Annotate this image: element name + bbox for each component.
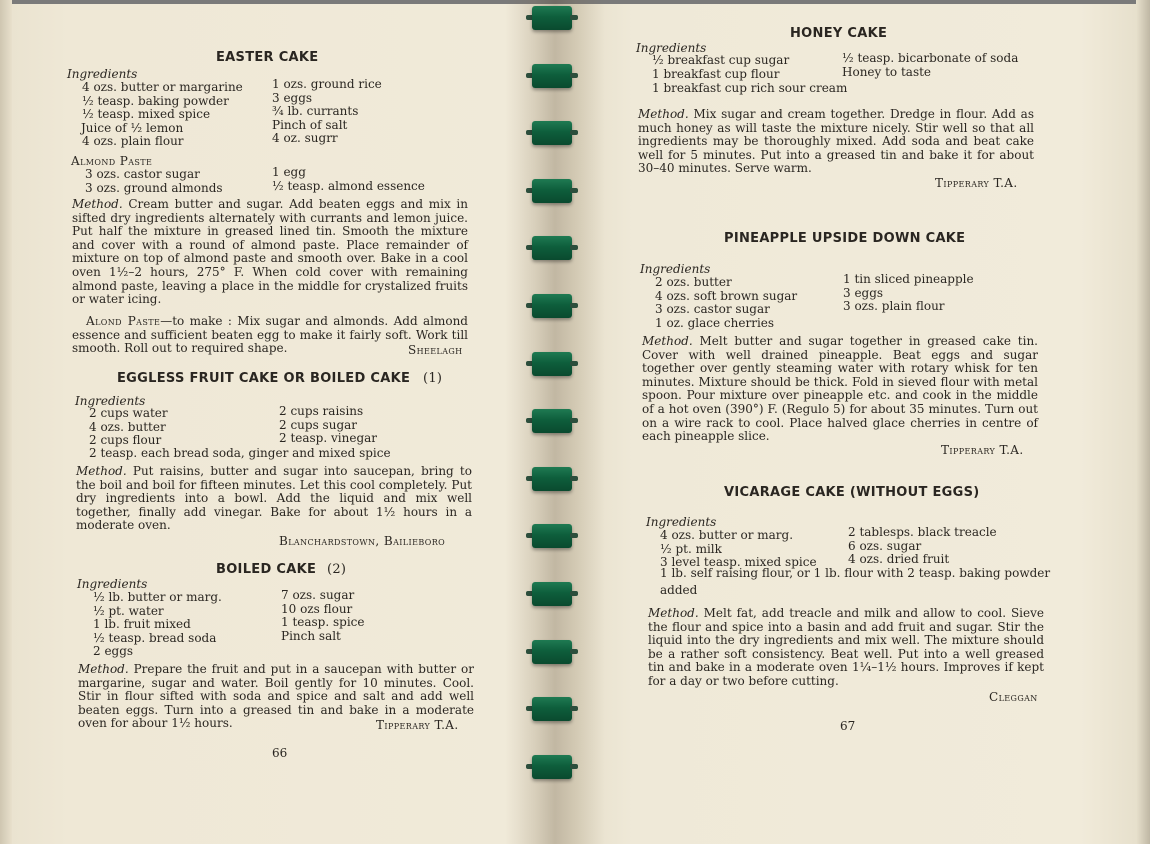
recipe-title-boiled-cake [216, 562, 346, 577]
almond-ingredients-col1 [85, 168, 223, 195]
almond-paste-heading: Almond Paste [71, 154, 153, 168]
method-label: Method. [648, 606, 699, 620]
coil-loop [532, 409, 572, 433]
ingredient: 3 eggs [843, 285, 884, 300]
right-page [590, 0, 1150, 830]
ingredient: 2 cups raisins [279, 404, 364, 418]
ingredient: 4 ozs. dried fruit [848, 552, 950, 567]
ingredient: 7 ozs. sugar [281, 588, 355, 602]
eggless-method [76, 465, 472, 533]
ingredient: ½ lb. butter or marg. [93, 590, 222, 604]
ingredient: 1 tin sliced pineapple [843, 272, 974, 286]
boiled-ingredients-col2 [281, 589, 365, 643]
ingredient: 3 ozs. castor sugar [655, 302, 770, 317]
eggless-ingredients-col2 [279, 405, 377, 446]
coil-loop [532, 697, 572, 721]
almond-ingredients-col2 [272, 166, 425, 193]
ingredient: 3 ozs. plain flour [843, 299, 945, 314]
credit-cleggan: Cleggan [989, 690, 1038, 704]
ingredients-heading: Ingredients [77, 577, 148, 591]
pineapple-ingredients-col2 [843, 273, 974, 314]
honey-ingredients-col1 [652, 54, 789, 81]
recipe-title-easter-cake: EASTER CAKE [216, 50, 319, 65]
coil-loop [532, 6, 572, 30]
ingredient: 1 breakfast cup flour [652, 66, 780, 81]
easter-ingredients-col2 [272, 78, 382, 146]
ingredient: 2 cups water [89, 406, 168, 420]
ingredient: Juice of ½ lemon [81, 120, 184, 135]
page-number-right: 67 [840, 719, 856, 733]
binding-coil [524, 755, 580, 779]
credit-tipperary: Tipperary T.A. [376, 718, 459, 732]
honey-method [638, 108, 1034, 176]
method-label: Method. [642, 334, 693, 348]
coil-loop [532, 121, 572, 145]
credit-tipperary: Tipperary T.A. [941, 443, 1024, 457]
alond-paste-label: Alond Paste [86, 314, 161, 328]
binding-coil [524, 6, 580, 30]
method-text: Prepare the fruit and put in a saucepan with butter or margarine, sugar and water. Boil gently for 10 minutes. Cool. Stir in flour sifted with soda and spice and salt and add well beaten eggs. Turn into a greased tin and bake in a moderate oven for abour 1½ hours. [78, 662, 474, 731]
recipe-title-vicarage-cake: VICARAGE CAKE (WITHOUT EGGS) [724, 485, 980, 500]
ingredient: 3 level teasp. mixed spice [660, 555, 817, 570]
ingredient: Honey to taste [842, 64, 932, 79]
honey-ingredients-col2 [842, 52, 1018, 79]
coil-hole [570, 245, 578, 250]
coil-loop [532, 582, 572, 606]
ingredient-full-line: 1 breakfast cup rich sour cream [652, 81, 848, 95]
pineapple-method [642, 335, 1038, 444]
credit-tipperary: Tipperary T.A. [935, 176, 1018, 190]
coil-loop [532, 640, 572, 664]
easter-method [72, 198, 468, 307]
ingredient: 3 ozs. castor sugar [85, 167, 200, 181]
method-label: Method. [638, 107, 689, 121]
recipe-title-honey-cake: HONEY CAKE [790, 26, 888, 41]
recipe-title-pineapple-upside-down-cake: PINEAPPLE UPSIDE DOWN CAKE [724, 231, 966, 246]
title-text: BOILED CAKE [216, 562, 317, 577]
easter-ingredients-col1 [82, 81, 243, 149]
ingredient: 4 ozs. butter or marg. [660, 528, 794, 542]
credit-sheelagh: Sheelagh [408, 343, 463, 357]
binding-coil [524, 524, 580, 548]
ingredient: 4 ozs. butter [89, 419, 166, 434]
ingredient: 2 cups flour [89, 433, 162, 448]
ingredient: Pinch of salt [272, 117, 348, 132]
method-label: Method. [76, 464, 127, 478]
ingredient-full-line: 2 teasp. each bread soda, ginger and mixed spice [89, 446, 391, 460]
coil-hole [570, 73, 578, 78]
binding-coil [524, 697, 580, 721]
ingredient: Pinch salt [281, 628, 341, 643]
ingredient: 1 ozs. ground rice [272, 77, 382, 91]
credit-blanchardstown: Blanchardstown, Bailieboro [279, 534, 446, 548]
ingredients-heading: Ingredients [640, 262, 711, 276]
binding-coil [524, 640, 580, 664]
ingredient: ½ pt. water [93, 603, 164, 618]
title-text: EGGLESS FRUIT CAKE OR BOILED CAKE [117, 371, 411, 386]
binding-coil [524, 179, 580, 203]
binding-coil [524, 236, 580, 260]
recipe-number: (2) [326, 562, 347, 577]
coil-hole [570, 476, 578, 481]
ingredient: 2 ozs. butter [655, 275, 732, 289]
method-text: Cream butter and sugar. Add beaten eggs and mix in sifted dry ingredients alternately with currants and lemon juice. Put half the mixture in greased lined tin. Smooth the mixture and cover with a round of almond paste. Place remainder of mixture on top of almond paste and smooth over. Bake in a cool oven 1½–2 hours, 275° F. When cold cover with remaining almond paste, leaving a place in the middle for crystalized fruits or water icing. [72, 197, 468, 307]
binding-coil [524, 467, 580, 491]
boiled-ingredients-col1 [93, 591, 222, 659]
coil-hole [570, 188, 578, 193]
ingredient: 1 lb. fruit mixed [93, 617, 191, 632]
ingredient-full-line-continued: added [660, 583, 698, 597]
left-page [0, 0, 520, 830]
recipe-title-eggless-fruit-cake [117, 371, 442, 386]
coil-hole [570, 361, 578, 366]
ingredient: 2 tablesps. black treacle [848, 525, 997, 539]
ingredient: ½ pt. milk [660, 541, 722, 556]
binding-coil [524, 582, 580, 606]
page-number-left: 66 [272, 746, 288, 760]
method-text: Melt fat, add treacle and milk and allow to cool. Sieve the flour and spice into a basin and add fruit and sugar. Stir the liquid into the dry ingredients and mix well. The mixture should be a rather soft consistency. Beat well. Put into a well greased tin and bake in a moderate oven 1¼–1½ hours. Improves if kept for a day or two before cutting. [648, 606, 1044, 688]
binding-coil [524, 409, 580, 433]
method-label: Method. [72, 197, 123, 211]
coil-loop [532, 755, 572, 779]
ingredient: 4 ozs. butter or margarine [82, 80, 243, 94]
ingredient: 4 ozs. soft brown sugar [655, 288, 798, 303]
method-label: Method. [78, 662, 129, 676]
coil-hole [570, 130, 578, 135]
ingredients-heading: Ingredients [75, 394, 146, 408]
coil-hole [570, 418, 578, 423]
ingredient: ½ teasp. baking powder [82, 93, 229, 108]
ingredients-heading: Ingredients [636, 41, 707, 55]
method-text: Put raisins, butter and sugar into saucepan, bring to the boil and boil for fifteen minutes. Let this cool completely. Put dry ingredients into a bowl. Add the liquid and mix well together, finally add vinegar. Bake for about 1½ hours in a moderate oven. [76, 464, 472, 533]
vicarage-method [648, 607, 1044, 689]
coil-loop [532, 467, 572, 491]
ingredient: ½ teasp. mixed spice [82, 107, 211, 122]
ingredient: 3 eggs [272, 90, 313, 105]
coil-hole [570, 591, 578, 596]
ingredient: 1 teasp. spice [281, 615, 365, 630]
eggless-ingredients-col1 [89, 407, 168, 448]
ingredient: 4 oz. sugrr [272, 131, 338, 146]
coil-loop [532, 179, 572, 203]
ingredient: 2 eggs [93, 644, 134, 659]
binding-coil [524, 121, 580, 145]
ingredient: ¾ lb. currants [272, 104, 359, 119]
pineapple-ingredients-col1 [655, 276, 797, 330]
vicarage-ingredients-col1 [660, 529, 817, 570]
ingredients-heading: Ingredients [67, 67, 138, 81]
alond-paste-text: —to make : Mix sugar and almonds. Add almond essence and sufficient beaten egg to make it fairly soft. Work till smooth. Roll out to required shape. [72, 314, 468, 356]
ingredient: 4 ozs. plain flour [82, 134, 184, 149]
ingredient-full-line: 1 lb. self raising flour, or 1 lb. flour with 2 teasp. baking powder [660, 566, 1051, 580]
ingredient: ½ teasp. bread soda [93, 630, 217, 645]
ingredient: 2 cups sugar [279, 417, 358, 432]
binding-coil [524, 294, 580, 318]
method-text: Mix sugar and cream together. Dredge in flour. Add as much honey as will taste the mixture nicely. Stir well so that all ingredients may be thoroughly mixed. Add soda and beat cake well for 5 minutes. Put into a greased tin and bake it for about 30–40 minutes. Serve warm. [638, 107, 1034, 176]
ingredient: ½ breakfast cup sugar [652, 53, 790, 67]
vicarage-ingredients-col2 [848, 526, 997, 567]
coil-hole [570, 764, 578, 769]
recipe-number: (1) [422, 371, 443, 386]
coil-loop [532, 294, 572, 318]
ingredient: ½ teasp. bicarbonate of soda [842, 51, 1019, 65]
ingredient: 2 teasp. vinegar [279, 431, 378, 446]
ingredients-heading: Ingredients [646, 515, 717, 529]
ingredient: 10 ozs flour [281, 601, 353, 616]
binding-coil [524, 64, 580, 88]
ingredient: 1 egg [272, 165, 306, 179]
coil-hole [570, 533, 578, 538]
ingredient: 6 ozs. sugar [848, 538, 922, 553]
coil-loop [532, 524, 572, 548]
ingredient: 1 oz. glace cherries [655, 315, 775, 330]
coil-hole [570, 303, 578, 308]
coil-loop [532, 64, 572, 88]
coil-hole [570, 649, 578, 654]
coil-loop [532, 352, 572, 376]
coil-loop [532, 236, 572, 260]
method-text: Melt butter and sugar together in greased cake tin. Cover with well drained pineapple. Beat eggs and sugar together over gently steaming water with rotary whisk for ten minutes. Mixture should be thick. Fold in sieved flour with metal spoon. Pour mixture over pineapple etc. and cook in the middle of a hot oven (390°) F. (Regulo 5) for about 35 minutes. Turn out on a wire rack to cool. Place halved glace cherries in centre of each pineapple slice. [642, 334, 1038, 444]
coil-hole [570, 15, 578, 20]
coil-hole [570, 706, 578, 711]
ingredient: ½ teasp. almond essence [272, 178, 425, 193]
binding-coil [524, 352, 580, 376]
ingredient: 3 ozs. ground almonds [85, 180, 223, 195]
